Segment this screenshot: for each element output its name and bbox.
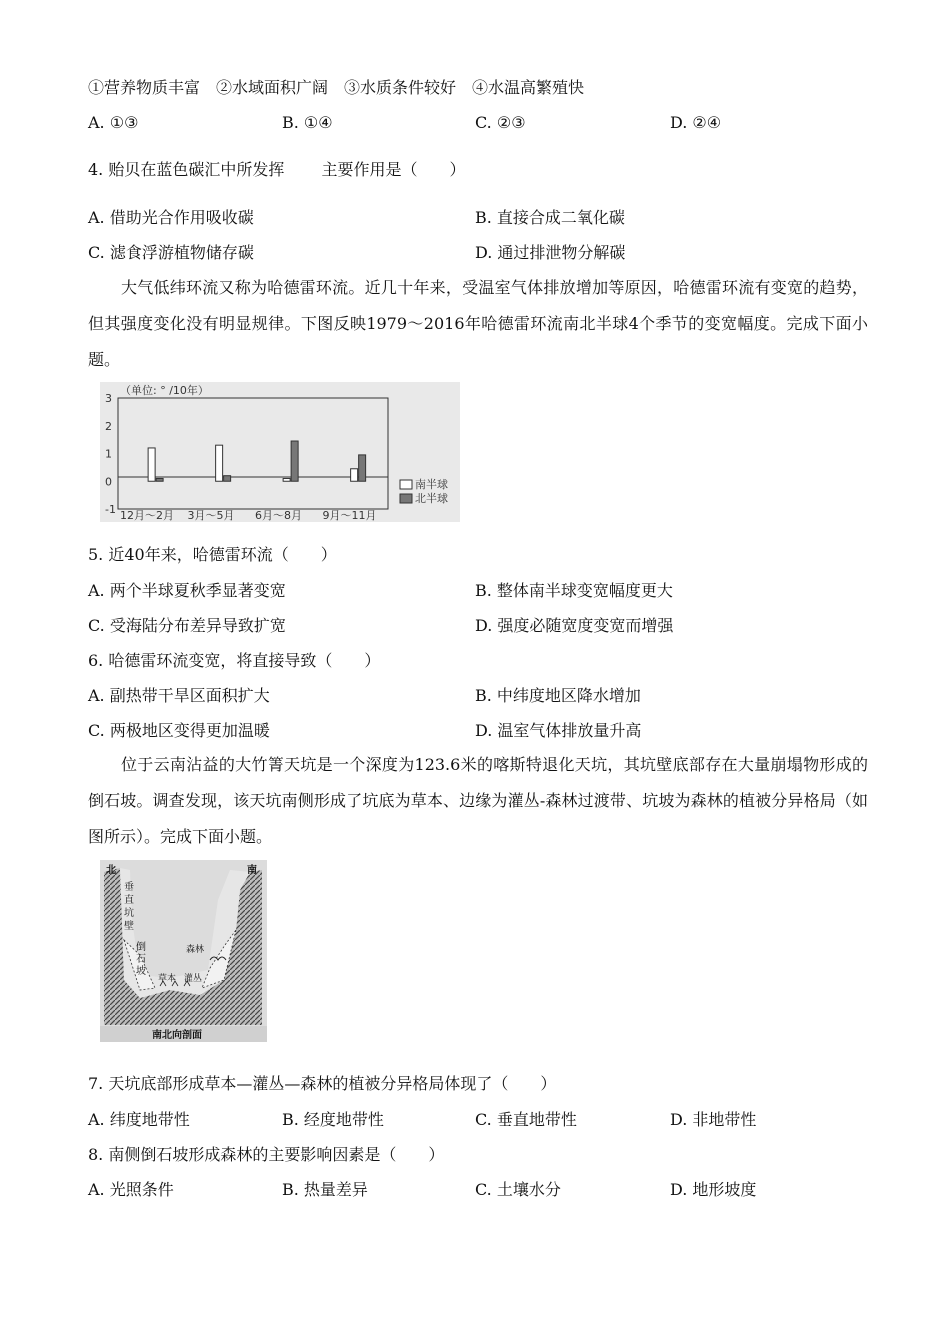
bar-south-0	[148, 448, 155, 481]
y-tick-label: 1	[105, 447, 112, 461]
bar-south-1	[216, 445, 223, 481]
label-forest: 森林	[186, 945, 205, 955]
q5-option-a: A. 两个半球夏秋季显著变宽	[88, 581, 286, 600]
q4-option-c: C. 滤食浮游植物储存碳	[88, 243, 254, 262]
q7-option-b: B. 经度地带性	[282, 1110, 384, 1129]
q5-stem: 5. 近40年来，哈德雷环流（ ）	[88, 545, 337, 564]
passage-tiankeng: 位于云南沾益的大竹箐天坑是一个深度为123.6米的喀斯特退化天坑，其坑壁底部存在大量崩塌物形成的倒石坡。调查发现，该天坑南侧形成了坑底为草本、边缘为灌丛-森林过渡带、坑坡为森林的植被分异格局（如图所示）。完成下面小题。	[88, 755, 868, 846]
label-grass: 草本	[158, 974, 177, 984]
q4-option-d: D. 通过排泄物分解碳	[475, 243, 626, 262]
x-tick-label: 9月～11月	[322, 509, 377, 522]
y-tick-label: 0	[105, 475, 112, 489]
q3-option-c: C. ②③	[475, 113, 526, 132]
q5-option-c: C. 受海陆分布差异导致扩宽	[88, 616, 286, 635]
label-wall-1: 垂	[124, 882, 134, 893]
q8-option-d: D. 地形坡度	[670, 1180, 757, 1199]
chart-y-ticks	[105, 392, 116, 516]
q3-option-d: D. ②④	[670, 113, 722, 132]
q3-option-b: B. ①④	[282, 113, 333, 132]
q5-option-d: D. 强度必随宽度变宽而增强	[475, 616, 674, 635]
bar-north-2	[291, 441, 298, 481]
q8-option-c: C. 土壤水分	[475, 1180, 561, 1199]
q4-option-a: A. 借助光合作用吸收碳	[88, 208, 254, 227]
q6-option-b: B. 中纬度地区降水增加	[475, 686, 641, 705]
sinkhole-profile-svg	[100, 860, 267, 1042]
chart-x-labels	[120, 509, 377, 522]
chart-title: （单位: ° /10年）	[120, 384, 209, 397]
q4-stem: 4. 贻贝在蓝色碳汇中所发挥 主要作用是（ ）	[88, 160, 466, 179]
bar-north-3	[359, 455, 366, 481]
bar-south-2	[283, 478, 290, 481]
q7-stem: 7. 天坑底部形成草本—灌丛—森林的植被分异格局体现了（ ）	[88, 1074, 557, 1093]
y-tick-label: 2	[105, 419, 112, 433]
chart-plot-frame	[118, 398, 388, 509]
q6-stem: 6. 哈德雷环流变宽，将直接导致（ ）	[88, 651, 381, 670]
q7-option-d: D. 非地带性	[670, 1110, 757, 1129]
legend-label-south: 南半球	[415, 478, 448, 491]
legend-swatch-north	[400, 494, 412, 503]
chart-bars	[148, 441, 366, 481]
bar-north-0	[156, 478, 163, 481]
x-tick-label: 12月～2月	[120, 509, 174, 522]
label-slope-2: 石	[136, 954, 146, 965]
chart-legend	[400, 477, 448, 505]
q7-option-a: A. 纬度地带性	[88, 1110, 190, 1129]
q8-option-b: B. 热量差异	[282, 1180, 368, 1199]
label-north: 北	[106, 865, 116, 876]
y-tick-label: 3	[105, 392, 112, 405]
x-tick-label: 3月～5月	[187, 509, 235, 522]
q5-option-b: B. 整体南半球变宽幅度更大	[475, 581, 673, 600]
label-wall-4: 壁	[124, 921, 134, 932]
q6-option-a: A. 副热带干旱区面积扩大	[88, 686, 270, 705]
bar-south-3	[351, 469, 358, 481]
x-tick-label: 6月～8月	[255, 509, 302, 522]
q3-items: ①营养物质丰富 ②水域面积广阔 ③水质条件较好 ④水温高繁殖快	[88, 78, 585, 97]
label-wall-3: 坑	[124, 908, 134, 919]
label-south: 南	[247, 865, 257, 876]
diagram-caption: 南北向剖面	[152, 1030, 202, 1041]
q8-stem: 8. 南侧倒石坡形成森林的主要影响因素是（ ）	[88, 1145, 445, 1164]
hadley-bar-chart	[100, 382, 460, 522]
q3-option-a: A. ①③	[88, 113, 139, 132]
bar-north-1	[224, 476, 231, 482]
y-tick-label: -1	[105, 503, 116, 516]
q7-option-c: C. 垂直地带性	[475, 1110, 577, 1129]
label-wall-2: 直	[124, 895, 134, 906]
passage-hadley: 大气低纬环流又称为哈德雷环流。近几十年来，受温室气体排放增加等原因，哈德雷环流有变宽的趋势，但其强度变化没有明显规律。下图反映1979～2016年哈德雷环流南北半球4个季节的变宽幅度。完成下面小题。	[88, 278, 868, 369]
label-slope-1: 倒	[136, 942, 146, 953]
label-shrub: 灌丛	[184, 974, 203, 984]
q6-option-c: C. 两极地区变得更加温暖	[88, 721, 270, 740]
q8-option-a: A. 光照条件	[88, 1180, 174, 1199]
q4-option-b: B. 直接合成二氧化碳	[475, 208, 625, 227]
legend-swatch-south	[400, 480, 412, 489]
q6-option-d: D. 温室气体排放量升高	[475, 721, 642, 740]
hadley-chart-figure	[100, 382, 460, 522]
legend-label-north: 北半球	[415, 492, 448, 505]
label-slope-3: 坡	[136, 966, 146, 977]
sinkhole-diagram	[100, 860, 267, 1042]
